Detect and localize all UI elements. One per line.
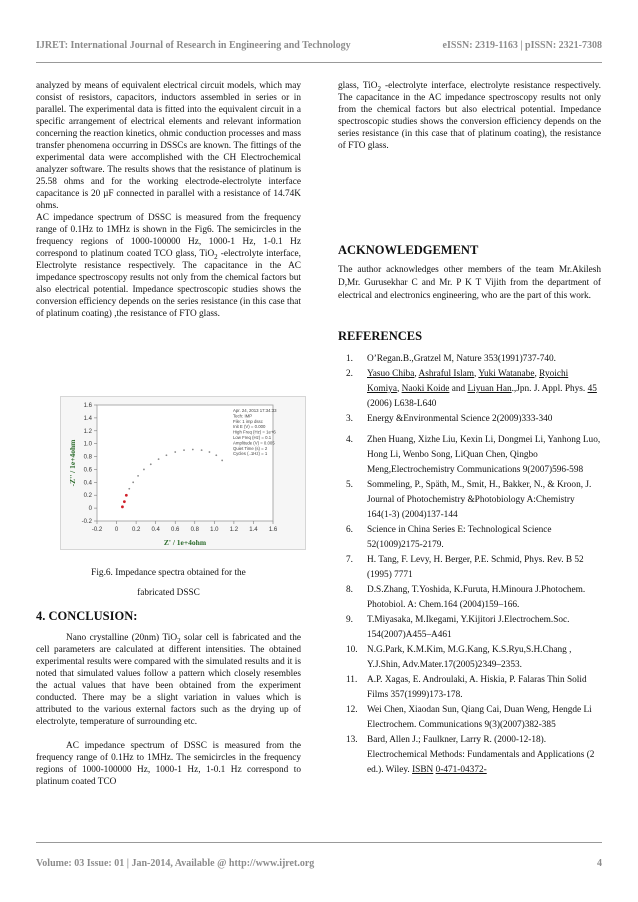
x-tick-label: 1.0 (210, 527, 219, 533)
paragraph: analyzed by means of equivalent electrical circuit models, which may consist of resistors, capacitors, inductors assembled in series or in parallel. The experimental data is fitted into the equivalent circuit in a specific arrangement of electrical elements and relevant information concerning the reaction kinetics, ohmic conduction processes and mass transfer phenomena occurring in DSSCs are known. The fittings of the experimental data were accomplished with the CH Electrochemical analyzer software. The results shows that the resistance of platinum is 25.58 ohms and for the working electrode-electrolyte interface capacitance is 20 µF connected in parallel with a resistance of 14.74K ohms. (36, 81, 301, 211)
issn: eISSN: 2319-1163 | pISSN: 2321-7308 (442, 40, 602, 51)
data-point (128, 488, 130, 490)
paragraph: Nano crystalline (20nm) TiO$_2$ solar cell is fabricated and the cell parameters are calculated at different intensities. The obtained experimental results were compared with the simulated results and it is noted that simulated values follow a pattern which closely resembles the actual values that have been obtained from the experiment conducted. There may be a slight variation in values which is attributed to the various external factors such as the drying up of electrolyte, temperature of surrounding etc. (36, 633, 301, 727)
reference-item: 11. A.P. Xagas, E. Androulaki, A. Hiskia, P. Falaras Thin Solid Films 357(1999)173-178. (346, 675, 587, 700)
reference-item: 2. Yasuo Chiba, Ashraful Islam, Yuki Watanabe, Ryoichi Komiya, Naoki Koide and Liyuan Han.,Jpn. J. Appl. Phys. 45 (2006) L638-L640 (346, 369, 597, 409)
data-point (183, 449, 185, 451)
references-heading: REFERENCES (338, 329, 423, 343)
x-tick-label: 1.2 (229, 527, 239, 533)
x-tick-label: 0 (114, 527, 119, 533)
data-point (137, 475, 139, 477)
running-header (36, 40, 602, 58)
info-line: High Freq (Hz) = 1e+6 (233, 429, 276, 435)
reference-item: 6. Science in China Series E: Technological Science 52(1009)2175-2179. (346, 525, 552, 550)
y-tick-label: 1.0 (83, 441, 92, 448)
x-tick-label: 0.4 (151, 527, 160, 533)
acknowledgement-section (338, 244, 601, 303)
x-axis-label: Z' / 1e+4ohm (163, 538, 207, 547)
data-point (125, 494, 128, 497)
ack-heading: ACKNOWLEDGEMENT (338, 243, 479, 257)
reference-item: 7. H. Tang, F. Levy, H. Berger, P.E. Schmid, Phys. Rev. B 52 (1995) 7771 (346, 555, 584, 580)
data-point (215, 454, 217, 456)
data-point (123, 500, 126, 503)
author-link[interactable]: Liyuan Han (467, 384, 512, 394)
paragraph: The author acknowledges other members of the team Mr.Akilesh D,Mr. Gurusekhar C and Mr. P K T Vijith from the department of electrical and electronics engineering, who are the part of this work. (338, 265, 601, 301)
y-tick-label: 1.4 (83, 415, 92, 422)
reference-item: 3. Energy &Environmental Science 2(2009)333-340 (346, 414, 553, 424)
y-tick-label: 0.4 (83, 480, 92, 487)
y-tick-label: -0.2 (81, 519, 92, 525)
info-line: Apr. 24, 2013 17:34:33 (233, 408, 277, 413)
reference-item: 9. T.Miyasaka, M.Ikegami, Y.Kijitori J.Electrochem.Soc. 154(2007)A455–A461 (346, 615, 570, 640)
data-point (121, 505, 124, 508)
data-point (209, 451, 211, 453)
paragraph: glass, TiO$_2$ -electrolyte interface, electrolyte resistance respectively. The capacitance in the AC impedance spectroscopy results not only from the chemical factors but also electrical potential. Impedance spectroscopic studies shows the conversion efficiency depends on the series resistance (in this case that of platinum coating), the resistance of FTO glass. (338, 81, 601, 151)
impedance-figure (60, 396, 306, 550)
info-line: Quiet Time (s) = 2 (233, 445, 268, 451)
x-tick-label: 1.4 (249, 527, 258, 533)
conclusion-heading: 4. CONCLUSION: (36, 609, 138, 623)
reference-item: 8. D.S.Zhang, T.Yoshida, K.Furuta, H.Minoura J.Photochem. Photobiol. A: Chem.164 (2004)159–166. (346, 585, 586, 610)
info-line: Tech: IMP (233, 413, 253, 419)
figure-caption: Fig.6. Impedance spectra obtained for the fabricated DSSC (91, 568, 246, 598)
paragraph: AC impedance spectrum of DSSC is measured from the frequency range of 0.1Hz to 1MHz. The semicircles in the frequency regions of 1000-100000 Hz, 1000-1 Hz, 1-0.1 Hz correspond to platinum coated TCO (36, 741, 301, 787)
x-tick-label: 1.6 (268, 527, 278, 533)
author-link[interactable]: Naoki Koide (401, 384, 450, 394)
data-point (143, 469, 145, 471)
right-column-top (338, 80, 601, 152)
reference-item: 1. O’Regan.B.,Gratzel M, Nature 353(1991)737-740. (346, 354, 556, 364)
author-link[interactable]: Ryoichi Komiya (367, 369, 569, 394)
data-point (150, 463, 152, 465)
y-tick-label: 1.6 (83, 403, 92, 409)
data-point (221, 460, 223, 462)
conclusion-section (36, 610, 301, 788)
page-number: 4 (597, 858, 602, 869)
isbn-link[interactable]: ISBN (412, 765, 434, 775)
y-axis-label: -Z'' / 1e+4ohm (68, 439, 77, 487)
x-tick-label: 0.6 (171, 527, 180, 533)
footer-rule (36, 842, 602, 843)
author-link[interactable]: Yasuo Chiba (367, 369, 415, 379)
isbn-number-link[interactable]: 0-471-04372- (435, 765, 487, 775)
data-point (174, 451, 176, 453)
x-tick-label: 0.8 (190, 527, 199, 533)
data-point (158, 458, 160, 460)
info-line: Amplitude (V) = 0.005 (233, 440, 275, 446)
header-rule (36, 62, 602, 63)
x-tick-label: -0.2 (91, 527, 103, 533)
reference-item: 5. Sommeling, P., Späth, M., Smit, H., Bakker, N., & Kroon, J. Journal of Photochemistry &Photobiology A:Chemistry 164(1-3) (2004)137-144 (346, 480, 592, 520)
reference-list (338, 352, 601, 778)
y-tick-label: 0 (88, 506, 92, 513)
reference-item: 10. N.G.Park, K.M.Kim, M.G.Kang, K.S.Ryu,S.H.Chang , Y.J.Shin, Adv.Mater.17(2005)2349–2353. (346, 645, 572, 670)
volume-link[interactable]: 45 (587, 384, 597, 394)
journal-title: IJRET: International Journal of Research in Engineering and Technology (36, 40, 351, 51)
reference-item: 4. Zhen Huang, Xizhe Liu, Kexin Li, Dongmei Li, Yanhong Luo, Hong Li, Wenbo Song, LiQuan Chen, Qingbo Meng,Electrochemistry Communications 9(2007)596-598 (346, 435, 601, 475)
data-point (192, 449, 194, 451)
info-line: Cycles (..1Hz) = 1 (233, 451, 268, 457)
reference-item: 13. Bard, Allen J.; Faulkner, Larry R. (2000-12-18). Electrochemical Methods: Fundamentals and Applications (2 ed.). Wiley. ISBN 0-471-04372- (346, 735, 595, 775)
y-tick-label: 0.6 (83, 467, 92, 474)
left-column-top (36, 80, 301, 320)
x-tick-label: 0.2 (131, 527, 141, 533)
data-point (132, 481, 134, 483)
nyquist-chart (61, 397, 305, 549)
author-link[interactable]: Yuki Watanabe (478, 369, 535, 379)
info-line: File: 1 imp dssc (233, 418, 263, 424)
y-tick-label: 1.2 (83, 428, 92, 435)
info-line: Init E (V) = 0.000 (233, 424, 266, 430)
running-footer (36, 858, 602, 869)
y-tick-label: 0.2 (83, 493, 92, 500)
info-line: Low Freq (Hz) = 0.1 (233, 435, 272, 440)
reference-item: 12. Wei Chen, Xiaodan Sun, Qiang Cai, Duan Weng, Hengde Li Electrochem. Communications 9(3)(2007)382-385 (346, 705, 592, 730)
author-link[interactable]: Ashraful Islam (418, 369, 475, 379)
data-point (201, 449, 203, 451)
paragraph: AC impedance spectrum of DSSC is measured from the frequency range of 0.1Hz to 1MHz is shown in the Fig6. The semicircles in the frequency regions of 1000-100000 Hz, 1000-1 Hz, 1-0.1 Hz correspond to platinum coated TCO glass, TiO$_2$ -electrolyte interface, Electrolyte resistance respectively. The capacitance in the AC impedance spectroscopy results not only from the chemical factors but also electrical potential. Impedance spectroscopic studies shows the conversion efficiency depends on the series resistance (in this case that of platinum coating) ,the resistance of FTO glass. (36, 213, 301, 319)
volume-info: Volume: 03 Issue: 01 | Jan-2014, Available @ http://www.ijret.org (36, 858, 315, 869)
references-section (338, 330, 601, 778)
data-point (166, 454, 168, 456)
y-tick-label: 0.8 (83, 454, 92, 461)
